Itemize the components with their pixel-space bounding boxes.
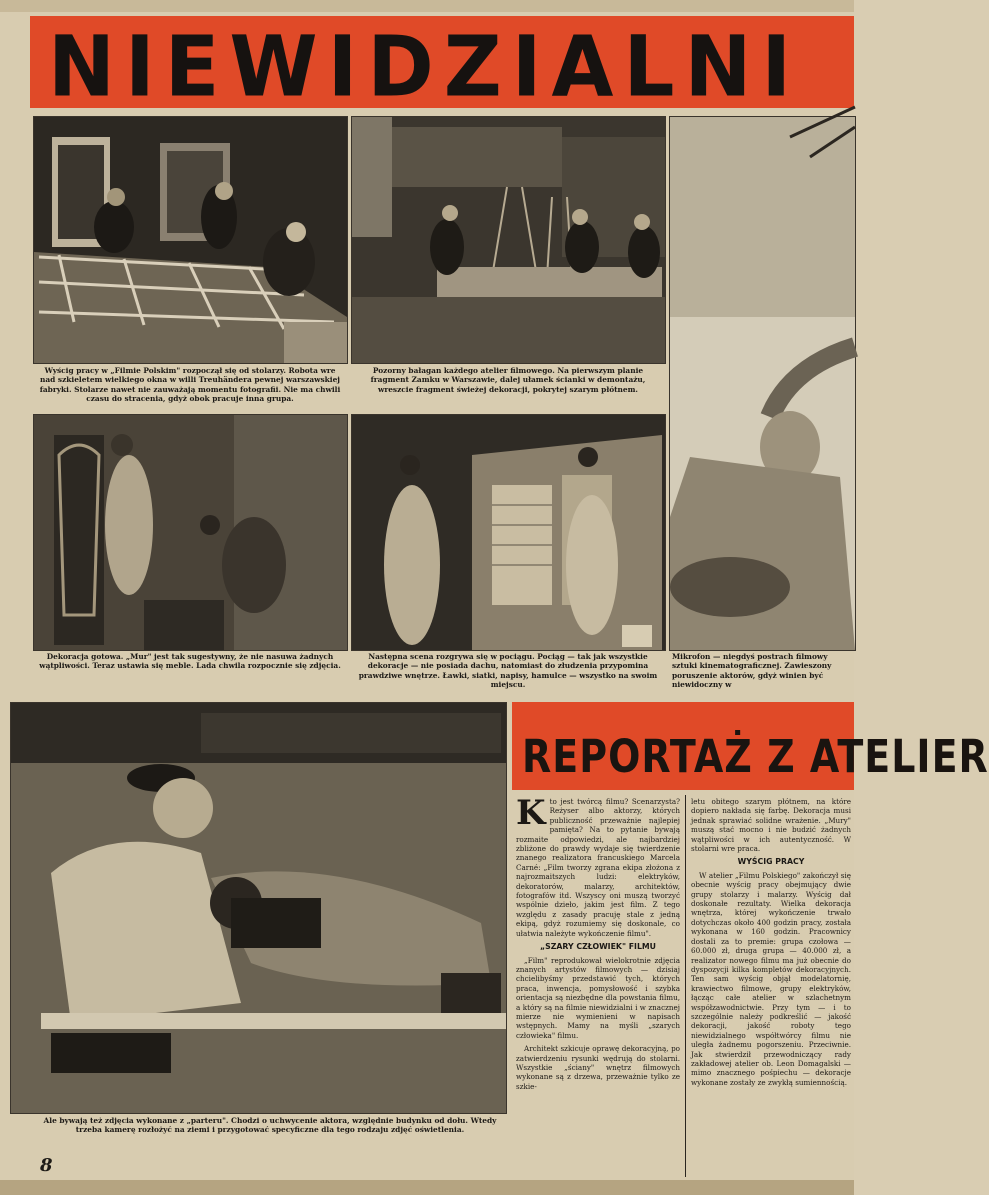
photo-low-camera [10,702,507,1114]
section-heading: WYŚCIG PRACY [737,857,805,867]
caption-low-camera: Ale bywają też zdjęcia wykonane z „parteru". Chodzi o uchwycenie aktora, względnie budynku od dołu. Wtedy trzeba kamerę rozłożyć na ziemi i przygotować specyficzne dla tego rodzaju zdjęć oświetlenia. [43,1116,497,1135]
article-column-1 [516,793,680,1177]
column-divider [685,795,686,1177]
article-title-banner [512,702,989,790]
masthead-title: NIEWIDZIALNI [48,18,802,116]
article-column-2 [691,797,851,1177]
caption-atelier-mess: Pozorny bałagan każdego atelier filmowego. Na pierwszym planie fragment Zamku w Warszawie, dalej ułamek ścianki w demontażu, wreszcie fragment świeżej dekoracji, pokrytej szarym płótnem. [370,366,646,394]
photo-microphone [669,116,856,651]
photo-train-car [351,414,666,651]
caption-window-frame: Wyścig pracy w „Filmie Polskim" rozpoczął się od stolarzy. Robota wre nad szkieletem wielkiego okna w willi Treuhändera pewnej warszawskiej fabryki. Stolarze nawet nie zauważają momentu fotografii. Nie ma chwili czasu do stracenia, gdyż obok pracuje inna grupa. [39,366,341,403]
bottom-edge [0,1180,854,1195]
caption-train-car: Następna scena rozgrywa się w pociągu. Pociąg — tak jak wszystkie dekoracje — nie posiada dachu, natomiast do złudzenia przypomina prawdziwe wnętrze. Ławki, siatki, napisy, hamulce — wszystko na swoim miejscu. [358,652,658,689]
masthead-banner [30,16,854,116]
article-paragraph: letu obitego szarym płótnem, na które dopiero nakłada się farbę. Dekoracja musi jednak sprawiać solidne wrażenie. „Mury" muszą stać mocno i nie budzić żadnych wątpliwości w ich autentyczność. W stolarni wre praca. [691,797,851,854]
photo-atelier-mess [351,116,666,364]
caption-microphone: Mikrofon — niegdyś postrach filmowy sztuki kinematograficznej. Zawieszony poruszenie aktorów, gdyż winien być niewidoczny w [672,652,832,689]
article-paragraph: Architekt szkicuje oprawę dekoracyjną, po zatwierdzeniu rysunki wędrują do stolarni. Wszystkie „ściany" wnętrz filmowych wykonane są z drzewa, przeważnie tylko ze szkie- [516,1044,680,1091]
section-heading: „SZARY CZŁOWIEK" FILMU [539,942,657,952]
article-paragraph: to jest twórcą filmu? Scenarzysta? Reżyser albo aktorzy, których publiczność przeważnie najlepiej pamięta? Na to pytanie bywają rozmaite odpowiedzi, ale najbardziej zbliżone do prawdy wydaje się twierdzenie znanego realizatora francuskiego Marcela Carné: „Film tworzy zgrana ekipa złożona z najrozmaitszych ludzi: elektryków, dekoratorów, malarzy, architektów, fotografów itd. Wszyscy oni muszą tworzyć wspólnie dzieło, jakim jest film. Z tego względu z zasady pracuję stale z jedną ekipą, gdyż rozumiemy się doskonale, co ułatwia należyte wykończenie filmu". [516,797,680,938]
caption-furniture: Dekoracja gotowa. „Mur" jest tak sugestywny, że nie nasuwa żadnych wątpliwości. Teraz ustawia się meble. Lada chwila rozpocznie się zdjęcia. [39,652,341,671]
photo-furniture [33,414,348,651]
dropcap: K [516,793,546,833]
article-paragraph: W atelier „Filmu Polskiego" zakończył się obecnie wyścig pracy obejmujący dwie grupy stolarzy i malarzy. Wyścig dał doskonałe rezultaty. Wielka dekoracja wnętrza, której wykończenie trwało dotychczas około 400 godzin pracy, została wykonana w 160 godzin. Pracownicy dostali za to premie: grupa czołowa — 60.000 zł, druga grupa — 40.000 zł, a realizator nowego filmu ma już obecnie do dyspozycji kilka kompletów dekoracyjnych. Ten sam wyścig objął modelatornię, krawiectwo filmowe, grupy elektryków, łącząc całe atelier w szlachetnym współzawodnictwie. Przy tym — i to szczególnie należy podkreślić — jakość dekoracji, jakość roboty tego niewidzialnego współtwórcy filmu nie uległa żadnemu pogorszeniu. Przeciwnie. Jak stwierdził przewodniczący rady zakładowej atelier ob. Leon Domagalski — mimo znacznego pośpiechu — dekoracje wykonane zostały ze zwykłą sumiennością. [691,870,851,1087]
page-number: 8 [40,1155,53,1176]
top-edge [0,0,854,12]
photo-window-frame [33,116,348,364]
article-paragraph: „Film" reprodukował wielokrotnie zdjęcia znanych artystów filmowych — dzisiaj chcielibyśmy przedstawić tych, których praca, inwencja, pomysłowość i szybka orientacja są niezbędne dla powstania filmu, a który są na filmie niewidzialni i w znacznej mierze nie wymienieni w napisach wstępnych. Mamy na myśli „szarych człowieka" filmu. [516,955,680,1040]
article-title: REPORTAŻ Z ATELIER [522,730,989,783]
